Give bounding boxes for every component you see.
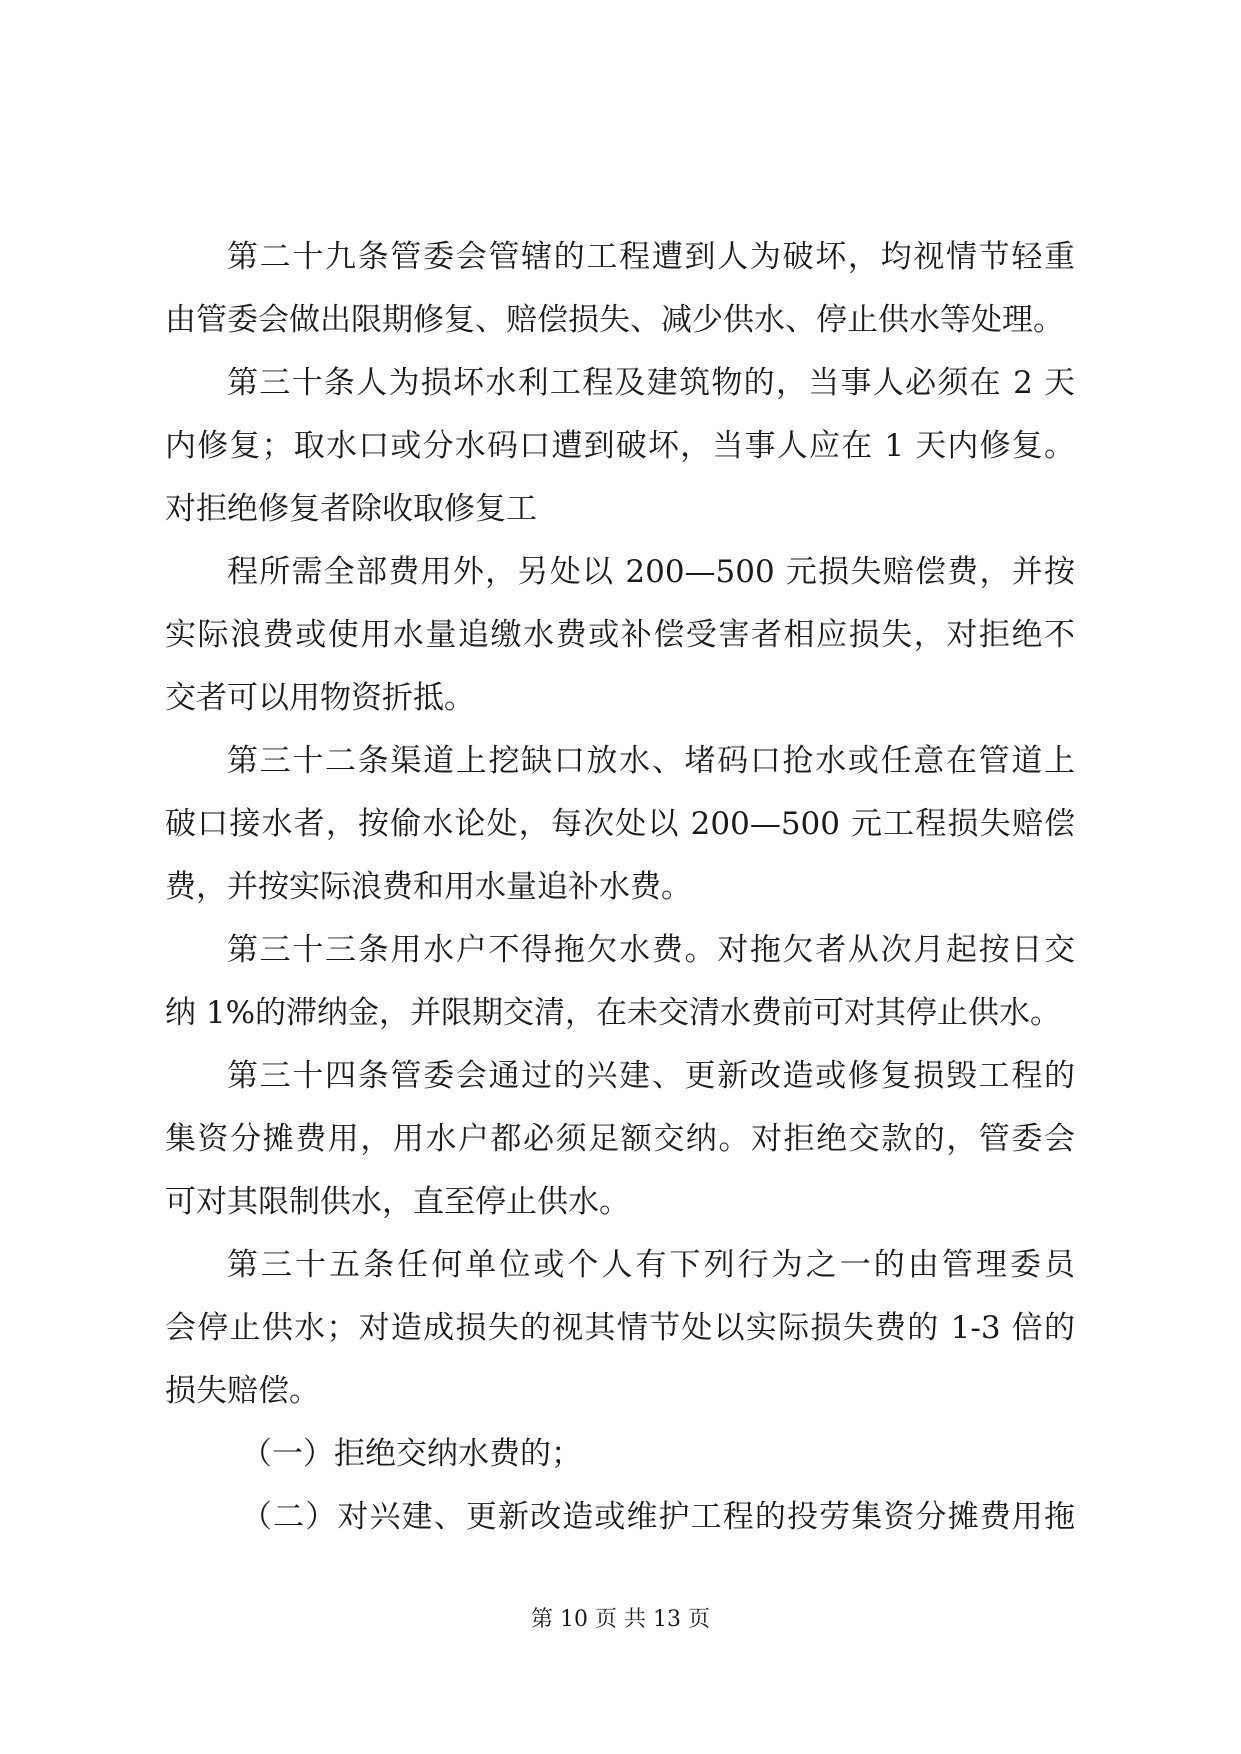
- text-line: 纳 1%的滞纳金，并限期交清，在未交清水费前可对其停止供水。: [165, 995, 1062, 1031]
- page-footer: [0, 1605, 1241, 1635]
- text-line: 可对其限制供水，直至停止供水。: [165, 1184, 630, 1220]
- page-number: 第 10 页 共 13 页: [531, 1607, 710, 1632]
- text-line: 损失赔偿。: [165, 1373, 320, 1409]
- text-line: 破口接水者，按偷水论处，每次处以 200—500 元工程损失赔偿: [165, 806, 1075, 842]
- text-line: 第三十三条用水户不得拖欠水费。对拖欠者从次月起按日交: [227, 932, 1075, 968]
- text-line: （一）拒绝交纳水费的；: [241, 1436, 582, 1472]
- text-line: 由管委会做出限期修复、赔偿损失、减少供水、停止供水等处理。: [165, 302, 1064, 338]
- text-line: 第三十五条任何单位或个人有下列行为之一的由管理委员: [227, 1247, 1075, 1283]
- text-line: 集资分摊费用，用水户都必须足额交纳。对拒绝交款的，管委会: [165, 1121, 1075, 1157]
- text-line: 内修复；取水口或分水码口遭到破坏，当事人应在 1 天内修复。: [165, 428, 1075, 464]
- text-line: 实际浪费或使用水量追缴水费或补偿受害者相应损失，对拒绝不: [165, 617, 1075, 653]
- text-line: 第三十四条管委会通过的兴建、更新改造或修复损毁工程的: [227, 1058, 1075, 1094]
- text-line: 对拒绝修复者除收取修复工: [165, 491, 537, 527]
- text-line: 第三十二条渠道上挖缺口放水、堵码口抢水或任意在管道上: [227, 743, 1075, 779]
- text-line: 会停止供水；对造成损失的视其情节处以实际损失费的 1-3 倍的: [165, 1310, 1075, 1346]
- text-line: （二）对兴建、更新改造或维护工程的投劳集资分摊费用拖: [241, 1499, 1075, 1535]
- text-line: 费，并按实际浪费和用水量追补水费。: [165, 869, 692, 905]
- text-line: 第三十条人为损坏水利工程及建筑物的，当事人必须在 2 天: [227, 365, 1075, 401]
- text-line: 第二十九条管委会管辖的工程遭到人为破坏，均视情节轻重: [227, 239, 1075, 275]
- text-line: 程所需全部费用外，另处以 200—500 元损失赔偿费，并按: [227, 554, 1075, 590]
- text-line: 交者可以用物资折抵。: [165, 680, 475, 716]
- document-body: [165, 226, 1075, 1549]
